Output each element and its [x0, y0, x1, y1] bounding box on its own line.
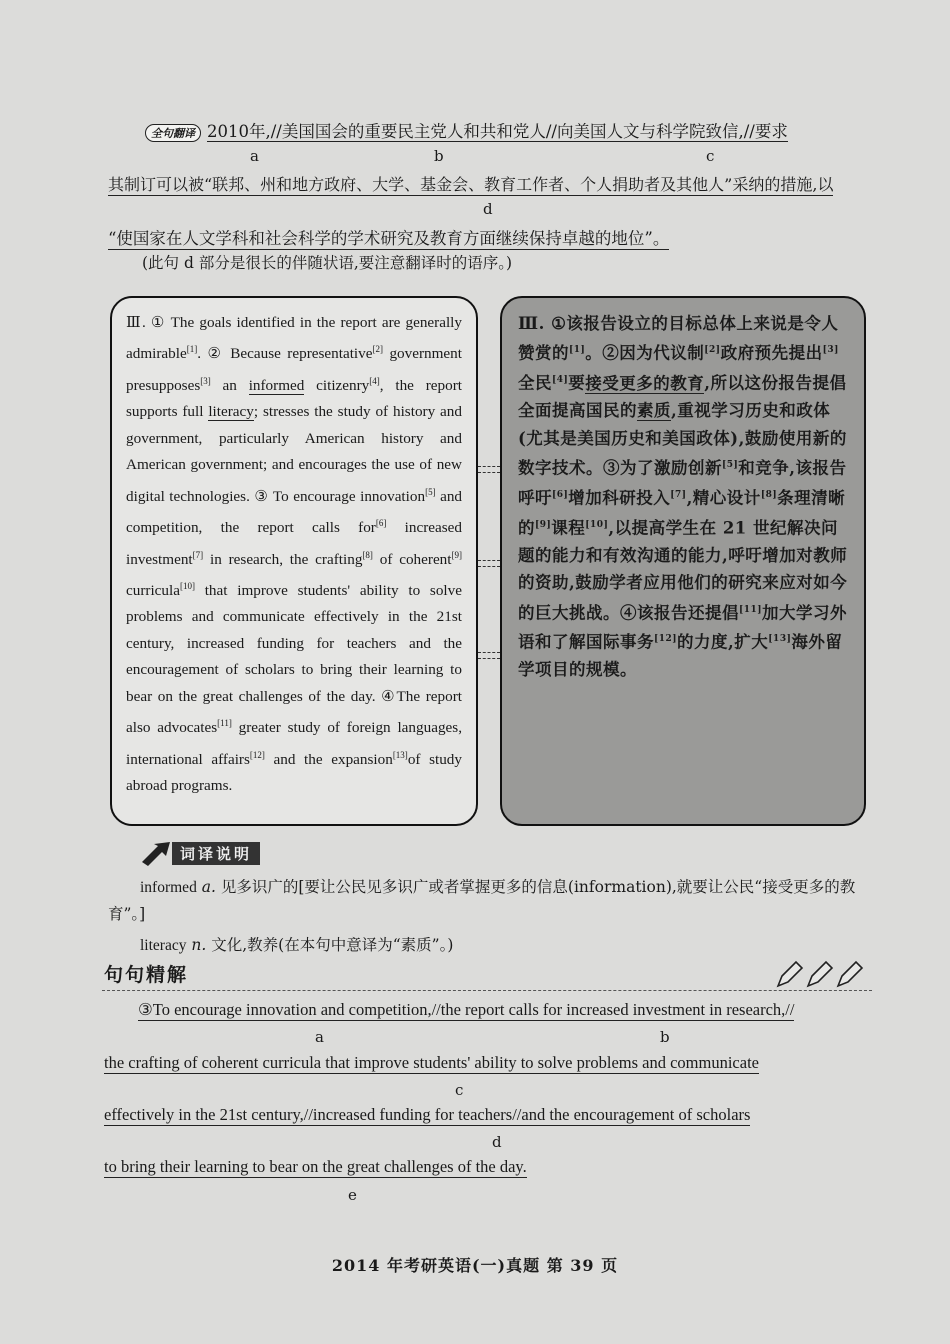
zh-seg: 条理清晰的 [518, 488, 846, 538]
note-literacy [108, 932, 876, 959]
footnote-ref: [5] [425, 486, 436, 497]
en-seg: curricula [126, 582, 180, 600]
en-seg: ; stresses the study of history and government, particularly American history and American government; and encourages the use of new digital technologies. ③ To encourage innovation [126, 403, 462, 505]
zh-seg: 和竞争,该报告呼吁 [518, 458, 847, 508]
segment-label-e: e [348, 1186, 357, 1204]
segment-label-b: b [660, 1028, 670, 1046]
segment-label-d: d [483, 200, 493, 218]
footnote-ref: [7] [192, 549, 204, 560]
analysis-line-2: the crafting of coherent curricula that improve students' ability to solve problems and communicate [104, 1053, 759, 1072]
zh-seg: ,以提高学生在 21 世纪解决问题的能力和有效沟通的能力,呼吁增加对教师的资助,鼓励学者应用他们的研究来应对如今的巨大挑战。④该报告还提倡 [518, 518, 848, 623]
zh-seg: 政府预先提出 [720, 343, 823, 363]
note-pos: a. [196, 878, 216, 896]
footnote-ref: [11] [217, 718, 232, 729]
en-seg: and the expansion [264, 750, 393, 768]
note-word: literacy [140, 937, 187, 954]
note-informed [108, 874, 876, 928]
footnote-ref: [9] [451, 549, 462, 560]
footnote-ref: [3] [822, 345, 839, 356]
en-seg: and competition, the report calls for [126, 487, 463, 537]
footnote-ref: [4] [552, 375, 569, 386]
footnote-ref: [10] [585, 519, 609, 530]
en-seg: . ② Because representative [197, 345, 373, 363]
zh-seg: 全民 [518, 373, 552, 393]
en-seg: that improve students' ability to solve problems and communicate effectively in the 21st century, increased funding for teachers and the encouragement of scholars to bring their learning to bear on the great challenges of the day. ④The report also advocates [126, 582, 462, 737]
notes-header-label: 词译说明 [172, 842, 260, 865]
zh-seg: Ⅲ. ①该报告设立的目标总体上来说是令人赞赏的 [518, 314, 839, 363]
footnote-ref: [6] [552, 489, 569, 500]
en-seg: of study abroad programs. [126, 750, 462, 794]
footnote-ref: [13] [392, 749, 408, 760]
en-seg: increased investment [126, 519, 463, 568]
footnote-ref: [10] [179, 580, 195, 591]
footnote-ref: [12] [654, 634, 678, 645]
analysis-header: 句句精解 [104, 964, 189, 986]
segment-label-a: a [315, 1028, 324, 1046]
english-passage [126, 310, 462, 799]
box-connector [478, 560, 500, 567]
note-text: 见多识广的[要让公民见多识广或者掌握更多的信息(information),就要让公民“接受更多的教育”。] [108, 878, 856, 923]
analysis-line-3: effectively in the 21st century,//increased funding for teachers//and the encouragement of scholars [104, 1105, 751, 1124]
notes-section [108, 874, 876, 959]
en-seg: Ⅲ. ① The goals identified in the report are generally admirable [126, 314, 462, 363]
segment-label-a: a [250, 147, 259, 165]
translation-text-1: 2010年,//美国国会的重要民主党人和共和党人//向美国人文与科学院致信,//要求 [207, 122, 788, 141]
footnote-ref: [8] [760, 489, 778, 500]
en-seg: an [210, 376, 249, 394]
analysis-line-1: ③To encourage innovation and competition,//the report calls for increased investment in research,// [138, 1000, 795, 1019]
footnote-ref: [2] [372, 344, 383, 355]
zh-seg: 课程 [551, 518, 586, 538]
footnote-ref: [9] [535, 519, 552, 530]
box-connector [478, 466, 500, 473]
full-translation-badge: 全句翻译 [145, 124, 201, 142]
footnote-ref: [6] [375, 518, 387, 529]
footnote-ref: [11] [739, 604, 763, 615]
en-seg: of coherent [372, 550, 452, 568]
segment-label-b: b [434, 147, 444, 165]
analysis-line-4: to bring their learning to bear on the great challenges of the day. [104, 1157, 527, 1176]
zh-seg: 的力度,扩大 [677, 632, 769, 652]
en-seg: in research, the crafting [203, 550, 363, 568]
en-seg: citizenry [304, 376, 370, 394]
segment-label-c: c [706, 147, 715, 165]
footnote-ref: [8] [362, 549, 373, 560]
footnote-ref: [12] [249, 749, 265, 760]
translation-text-3: “使国家在人文学科和社会科学的学术研究及教育方面继续保持卓越的地位”。 [108, 225, 669, 250]
page-footer: 2014 年考研英语(一)真题 第 39 页 [331, 1256, 619, 1275]
note-word: informed [140, 879, 197, 896]
note-text: 文化,教养(在本句中意译为“素质”。) [206, 936, 454, 954]
footnote-ref: [4] [369, 375, 380, 386]
highlighted-word-informed: informed [248, 376, 305, 394]
footnote-ref: [2] [704, 345, 721, 356]
segment-label-d: d [492, 1133, 502, 1151]
highlighted-phrase: 接受更多的教育 [585, 373, 705, 393]
footnote-ref: [3] [200, 375, 211, 386]
zh-seg: 增加科研投入 [568, 488, 671, 508]
chinese-translation [518, 310, 850, 684]
highlighted-phrase: 素质 [637, 401, 671, 421]
en-seg: , the report supports full [126, 376, 462, 421]
footnote-ref: [5] [722, 460, 739, 471]
translation-note: (此句 d 部分是很长的伴随状语,要注意翻译时的语序。) [142, 254, 513, 272]
arrow-icon [140, 840, 174, 866]
translation-text-2: 其制订可以被“联邦、州和地方政府、大学、基金会、教育工作者、个人捐助者及其他人”采纳的措施,以 [108, 172, 833, 196]
zh-seg: ,重视学习历史和政体(尤其是美国历史和美国政体),鼓励使用新的数字技术。③为了激励创新 [518, 401, 847, 478]
zh-seg: 海外留学项目的规模。 [518, 632, 843, 680]
en-seg: greater study of foreign languages, international affairs [126, 719, 462, 768]
english-passage-box [110, 296, 478, 826]
footnote-ref: [7] [670, 489, 687, 500]
full-translation-line-1 [145, 118, 788, 142]
zh-seg: ,所以这份报告提倡全面提高国民的 [518, 373, 847, 421]
analysis-header-bar [102, 958, 872, 991]
zh-seg: 要 [568, 373, 586, 393]
footnote-ref: [1] [569, 345, 586, 356]
chinese-translation-box [500, 296, 866, 826]
highlighted-word-literacy: literacy [208, 403, 254, 421]
segment-label-c: c [455, 1081, 464, 1099]
note-pos: n. [186, 936, 207, 954]
zh-seg: 。②因为代议制 [585, 343, 705, 363]
en-seg: government presupposes [126, 345, 462, 394]
footnote-ref: [1] [186, 344, 198, 355]
box-connector [478, 652, 500, 659]
zh-seg: ,精心设计 [686, 488, 761, 508]
footnote-ref: [13] [768, 634, 792, 645]
pencil-icon [774, 960, 864, 988]
zh-seg: 加大学习外语和了解国际事务 [518, 603, 848, 652]
